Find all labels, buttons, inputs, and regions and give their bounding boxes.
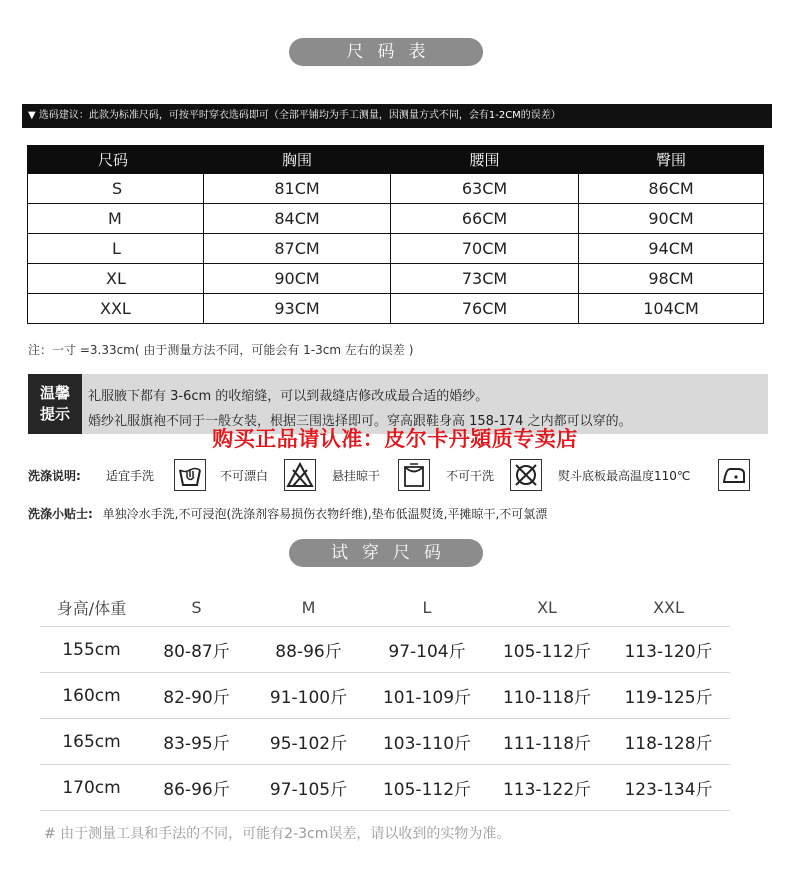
weight-cell: 105-112斤 [487,627,607,673]
table-row [40,765,730,811]
washing-instructions [28,459,768,493]
weight-cell: 111-118斤 [487,719,607,765]
height-cell: 155cm [40,627,143,673]
size-cell: L [28,234,204,264]
height-cell: 165cm [40,719,143,765]
size-advice-bar: ▼ 选码建议：此款为标准尺码，可按平时穿衣选码即可（全部平铺均为手工测量，因测量方式不同，会有1-2CM的误差） [22,104,772,128]
weight-cell: 119-125斤 [607,673,730,719]
bust-cell: 84CM [204,204,391,234]
weight-cell: 118-128斤 [607,719,730,765]
size-cell: XXL [28,294,204,324]
hang-dry-icon [398,459,430,491]
table-row [28,294,764,324]
weight-cell: 88-96斤 [250,627,367,673]
care-label: 洗涤小贴士: [28,507,93,521]
header-s: S [143,588,250,627]
waist-cell: 73CM [391,264,579,294]
fit-chart-title: 试穿尺码 [289,539,483,567]
table-row [28,264,764,294]
bust-cell: 90CM [204,264,391,294]
weight-cell: 105-112斤 [367,765,487,811]
tips-line-2: 婚纱礼服旗袍不同于一般女装，根据三围选择即可。穿高跟鞋身高 158-174 之内都可以穿的。 [88,414,632,429]
washing-label: 洗涤说明: [28,469,81,483]
no-dry-clean-label: 不可干洗 [446,469,495,483]
hand-wash-icon [174,459,206,491]
table-row [40,627,730,673]
tips-label-line2: 提示 [39,405,70,423]
fit-chart-table [40,588,730,811]
size-cell: XL [28,264,204,294]
tips-line-1: 礼服腋下都有 3-6cm 的收缩缝，可以到裁缝店修改成最合适的婚纱。 [88,389,489,404]
size-chart-title: 尺码表 [289,38,483,66]
header-xxl: XXL [607,588,730,627]
size-chart-note: 注：一寸 =3.33cm( 由于测量方法不同，可能会有 1-3cm 左右的误差 ) [28,343,414,357]
table-row [40,719,730,765]
header-waist: 腰围 [391,146,579,174]
waist-cell: 76CM [391,294,579,324]
header-size: 尺码 [28,146,204,174]
header-height-weight: 身高/体重 [40,588,143,627]
care-tips [28,505,547,522]
weight-cell: 95-102斤 [250,719,367,765]
table-row [28,234,764,264]
height-cell: 160cm [40,673,143,719]
hang-dry-label: 悬挂晾干 [332,469,381,483]
weight-cell: 110-118斤 [487,673,607,719]
size-cell: M [28,204,204,234]
hip-cell: 90CM [579,204,764,234]
bust-cell: 87CM [204,234,391,264]
header-l: L [367,588,487,627]
hip-cell: 86CM [579,174,764,204]
weight-cell: 91-100斤 [250,673,367,719]
promo-banner: 购买正品请认准：皮尔卡丹熲质专卖店 [212,427,578,451]
waist-cell: 70CM [391,234,579,264]
tips-label-line1: 温馨 [39,384,70,402]
table-row [28,174,764,204]
fit-chart-header-row [40,588,730,627]
bust-cell: 81CM [204,174,391,204]
table-row [28,204,764,234]
weight-cell: 83-95斤 [143,719,250,765]
iron-label: 熨斗底板最高温度110℃ [558,469,691,483]
no-bleach-icon [284,459,316,491]
height-cell: 170cm [40,765,143,811]
waist-cell: 66CM [391,204,579,234]
no-bleach-label: 不可漂白 [220,469,269,483]
header-xl: XL [487,588,607,627]
weight-cell: 86-96斤 [143,765,250,811]
weight-cell: 97-104斤 [367,627,487,673]
hip-cell: 98CM [579,264,764,294]
header-hip: 臀围 [579,146,764,174]
hip-cell: 94CM [579,234,764,264]
header-m: M [250,588,367,627]
weight-cell: 80-87斤 [143,627,250,673]
waist-cell: 63CM [391,174,579,204]
weight-cell: 113-122斤 [487,765,607,811]
iron-icon [718,459,750,491]
weight-cell: 123-134斤 [607,765,730,811]
weight-cell: 103-110斤 [367,719,487,765]
size-chart-header-row [28,146,764,174]
weight-cell: 101-109斤 [367,673,487,719]
weight-cell: 97-105斤 [250,765,367,811]
fit-chart-note: # 由于测量工具和手法的不同，可能有2-3cm误差，请以收到的实物为准。 [44,826,511,842]
hip-cell: 104CM [579,294,764,324]
care-text: 单独冷水手洗,不可浸泡(洗涤剂容易损伤衣物纤维),垫布低温熨烫,平摊晾干,不可氯漂 [102,507,548,521]
bust-cell: 93CM [204,294,391,324]
size-cell: S [28,174,204,204]
size-chart-table [27,145,764,324]
header-bust: 胸围 [204,146,391,174]
hand-wash-label: 适宜手洗 [106,469,155,483]
weight-cell: 113-120斤 [607,627,730,673]
weight-cell: 82-90斤 [143,673,250,719]
no-dry-clean-icon [510,459,542,491]
table-row [40,673,730,719]
